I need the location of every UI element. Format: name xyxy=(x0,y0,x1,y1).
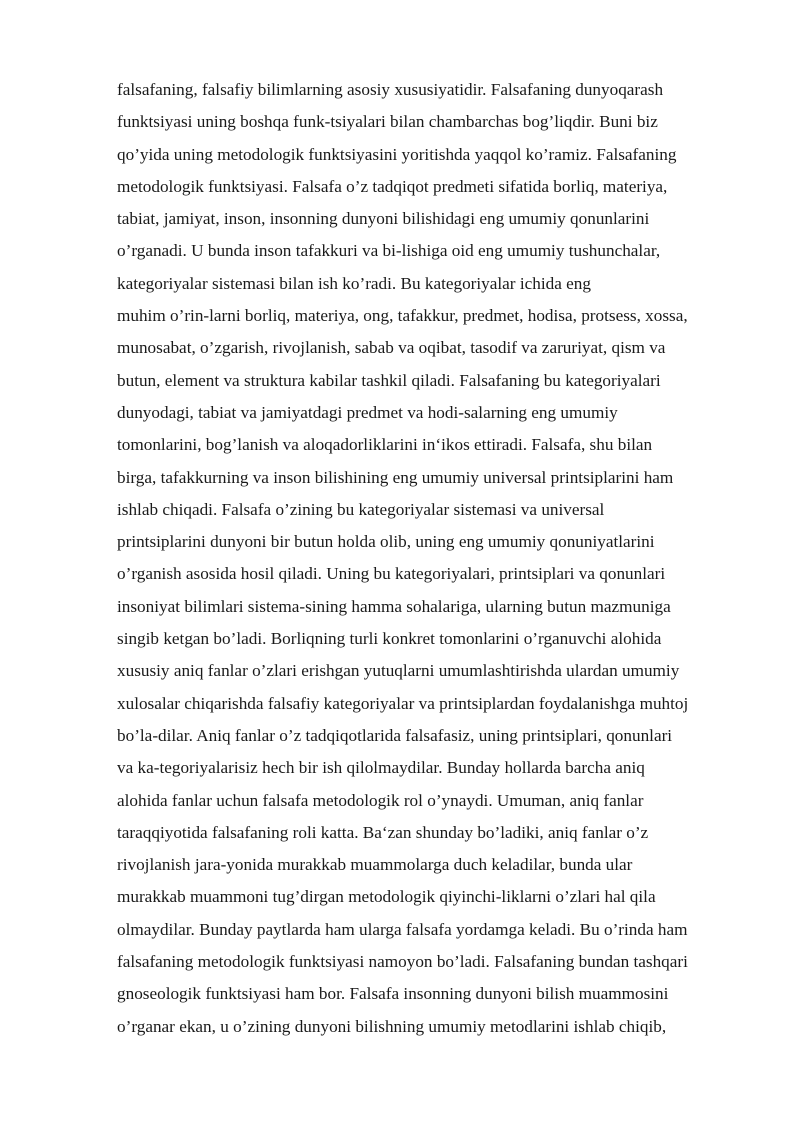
text-line: o’rganadi. U bunda inson tafakkuri va bi-lishiga oid eng umumiy tushunchalar, xyxy=(117,241,661,261)
text-line: funktsiyasi uning boshqa funk-tsiyalari bilan chambarchas bog’liqdir. Buni biz xyxy=(117,112,658,132)
text-line: munosabat, o’zgarish, rivojlanish, sabab va oqibat, tasodif va zaruriyat, qism va xyxy=(117,338,666,358)
text-line: ishlab chiqadi. Falsafa o’zining bu kategoriyalar sistemasi va universal xyxy=(117,499,605,519)
text-line: va ka-tegoriyalarisiz hech bir ish qilolmaydilar. Bunday hollarda barcha aniq xyxy=(117,758,645,778)
text-line: dunyodagi, tabiat va jamiyatdagi predmet va hodi-salarning eng umumiy xyxy=(117,402,618,422)
text-line: murakkab muammoni tug’dirgan metodologik qiyinchi-liklarni o’zlari hal qila xyxy=(117,887,656,907)
text-line: qo’yida uning metodologik funktsiyasini yoritishda yaqqol ko’ramiz. Falsafaning xyxy=(117,144,677,164)
text-line: olmaydilar. Bunday paytlarda ham ularga falsafa yordamga keladi. Bu o’rinda ham xyxy=(117,919,688,939)
text-line: bo’la-dilar. Aniq fanlar o’z tadqiqotlarida falsafasiz, uning printsiplari, qonunlari xyxy=(117,725,673,745)
text-line: birga, tafakkurning va inson bilishining eng umumiy universal printsiplarini ham xyxy=(117,467,674,487)
body-text xyxy=(117,74,747,1043)
text-line: kategoriyalar sistemasi bilan ish ko’radi. Bu kategoriyalar ichida eng xyxy=(117,273,591,293)
text-line: metodologik funktsiyasi. Falsafa o’z tadqiqot predmeti sifatida borliq, materiya, xyxy=(117,176,668,196)
text-line: tomonlarini, bog’lanish va aloqadorliklarini in‘ikos ettiradi. Falsafa, shu bilan xyxy=(117,435,653,455)
text-line: falsafaning, falsafiy bilimlarning asosiy xususiyatidir. Falsafaning dunyoqarash xyxy=(117,80,664,99)
text-line: falsafaning metodologik funktsiyasi namoyon bo’ladi. Falsafaning bundan tashqari xyxy=(117,952,688,972)
text-line: xususiy aniq fanlar o’zlari erishgan yutuqlarni umumlashtirishda ulardan umumiy xyxy=(117,661,680,681)
text-line: butun, element va struktura kabilar tashkil qiladi. Falsafaning bu kategoriyalari xyxy=(117,370,661,390)
text-line: insoniyat bilimlari sistema-sining hamma sohalariga, ularning butun mazmuniga xyxy=(117,596,671,616)
text-line: rivojlanish jara-yonida murakkab muammolarga duch keladilar, bunda ular xyxy=(117,855,633,875)
text-line: o’rganish asosida hosil qiladi. Uning bu kategoriyalari, printsiplari va qonunlari xyxy=(117,564,666,584)
text-line: muhim o’rin-larni borliq, materiya, ong, tafakkur, predmet, hodisa, protsess, xossa, xyxy=(117,306,688,326)
text-line: alohida fanlar uchun falsafa metodologik rol o’ynaydi. Umuman, aniq fanlar xyxy=(117,790,644,810)
text-line: xulosalar chiqarishda falsafiy kategoriyalar va printsiplardan foydalanishga muhtoj xyxy=(117,693,689,713)
text-line: singib ketgan bo’ladi. Borliqning turli konkret tomonlarini o’rganuvchi alohida xyxy=(117,629,662,649)
text-line: o’rganar ekan, u o’zining dunyoni bilishning umumiy metodlarini ishlab chiqib, xyxy=(117,1016,667,1036)
text-line: taraqqiyotida falsafaning roli katta. Ba‘zan shunday bo’ladiki, aniq fanlar o’z xyxy=(117,822,649,842)
text-line: printsiplarini dunyoni bir butun holda olib, uning eng umumiy qonuniyatlarini xyxy=(117,532,655,552)
text-line: gnoseologik funktsiyasi ham bor. Falsafa insonning dunyoni bilish muammosini xyxy=(117,984,669,1004)
text-line: tabiat, jamiyat, inson, insonning dunyoni bilishidagi eng umumiy qonunlarini xyxy=(117,209,650,229)
